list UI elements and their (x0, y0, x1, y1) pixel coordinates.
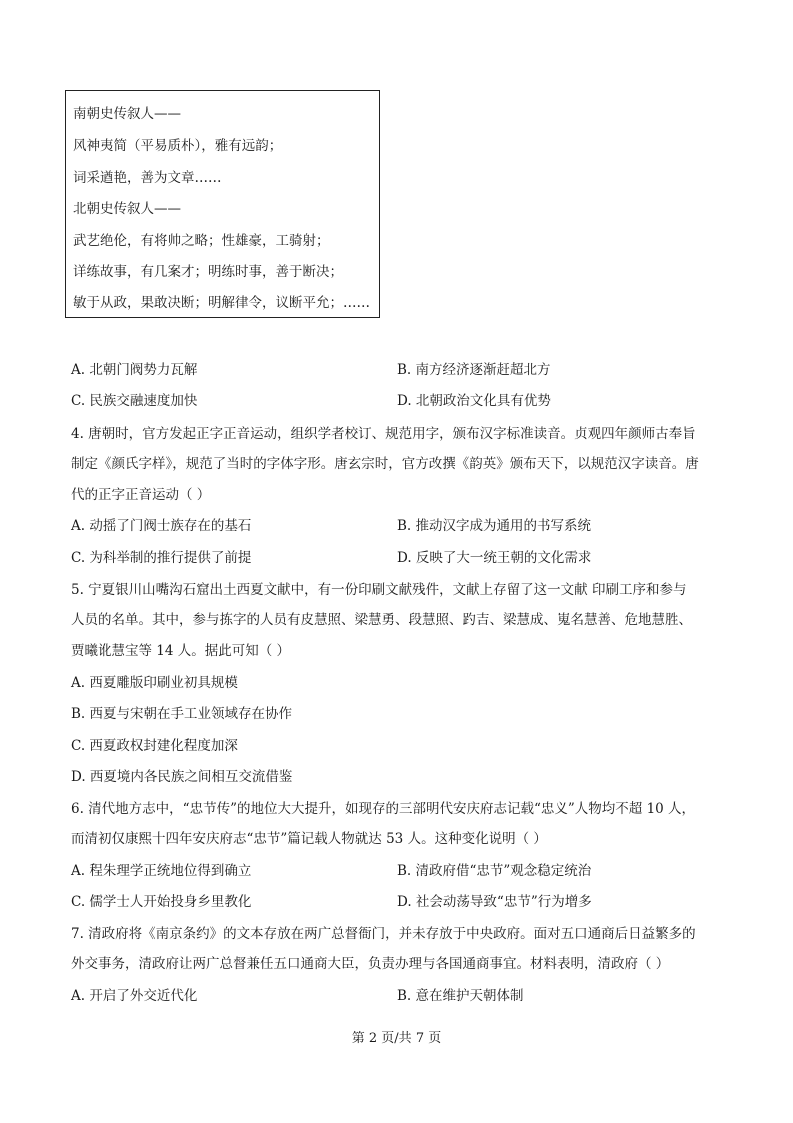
q4-option-a: A. 动摇了门阀士族存在的基石 (71, 518, 252, 534)
q6-option-c: C. 儒学士人开始投身乡里教化 (71, 894, 252, 910)
q4-option-c: C. 为科举制的推行提供了前提 (71, 550, 252, 566)
q6-stem-line: 而清初仅康熙十四年安庆府志“忠节”篇记载人物就达 53 人。这种变化说明（ ） (71, 831, 547, 847)
q5-stem-line: 贾曦讹慧宝等 14 人。据此可知（ ） (71, 643, 291, 659)
q4-option-b: B. 推动汉字成为通用的书写系统 (397, 518, 592, 534)
q6-option-d: D. 社会动荡导致“忠节”行为增多 (397, 894, 592, 910)
q7-option-b: B. 意在维护天朝体制 (397, 988, 524, 1004)
q5-stem-line: 5. 宁夏银川山嘴沟石窟出土西夏文献中，有一份印刷文献残件，文献上存留了这一文献 印刷工序和参与 (71, 582, 687, 598)
q5-option-c: C. 西夏政权封建化程度加深 (71, 738, 238, 754)
q5-option-d: D. 西夏境内各民族之间相互交流借鉴 (71, 769, 293, 785)
q5-option-b: B. 西夏与宋朝在手工业领域存在协作 (71, 706, 293, 722)
quote-line: 武艺绝伦，有将帅之略；性雄豪，工骑射； (73, 233, 330, 249)
quote-line: 南朝史传叙人—— (73, 106, 181, 122)
source-quote-box (65, 90, 380, 318)
q4-stem-line: 4. 唐朝时，官方发起正字正音运动，组织学者校订、规范用字，颁布汉字标准读音。贞观四年颜师古奉旨 (71, 426, 696, 442)
quote-line: 风神夷简（平易质朴），雅有远韵； (73, 138, 283, 154)
q4-stem-line: 代的正字正音运动（ ） (71, 487, 211, 503)
quote-line: 北朝史传叙人—— (73, 201, 181, 217)
q3-option-a: A. 北朝门阀势力瓦解 (71, 362, 198, 378)
quote-line: 敏于从政，果敢决断；明解律令，议断平允；…… (73, 295, 370, 311)
q4-stem-line: 制定《颜氏字样》，规范了当时的字体字形。唐玄宗时，官方改撰《韵英》颁布天下，以规范汉字读音。唐 (71, 456, 699, 472)
q7-stem-line: 7. 清政府将《南京条约》的文本存放在两广总督衙门，并未存放于中央政府。面对五口通商后日益繁多的 (71, 926, 696, 942)
q4-option-d: D. 反映了大一统王朝的文化需求 (397, 550, 592, 566)
q3-option-d: D. 北朝政治文化具有优势 (397, 393, 551, 409)
q5-stem-line: 人员的名单。其中，参与拣字的人员有皮慧照、梁慧勇、段慧照、趵吉、梁慧成、嵬名慧善、危地慧胜、 (71, 612, 692, 628)
q6-stem-line: 6. 清代地方志中，“忠节传”的地位大大提升，如现存的三部明代安庆府志记载“忠义”人物均不超 10 人， (71, 801, 696, 817)
page-number: 第 2 页/共 7 页 (351, 1031, 442, 1046)
q3-option-c: C. 民族交融速度加快 (71, 393, 198, 409)
quote-line: 详练故事，有几案才；明练时事，善于断决； (73, 264, 343, 280)
q3-option-b: B. 南方经济逐渐赶超北方 (397, 362, 551, 378)
q6-option-a: A. 程朱理学正统地位得到确立 (71, 863, 252, 879)
q5-option-a: A. 西夏雕版印刷业初具规模 (71, 675, 238, 691)
quote-line: 词采遒艳，善为文章…… (73, 170, 222, 186)
q7-stem-line: 外交事务，清政府让两广总督兼任五口通商大臣，负责办理与各国通商事宜。材料表明，清政府（ ） (71, 956, 670, 972)
q7-option-a: A. 开启了外交近代化 (71, 988, 198, 1004)
q6-option-b: B. 清政府借“忠节”观念稳定统治 (397, 863, 592, 879)
